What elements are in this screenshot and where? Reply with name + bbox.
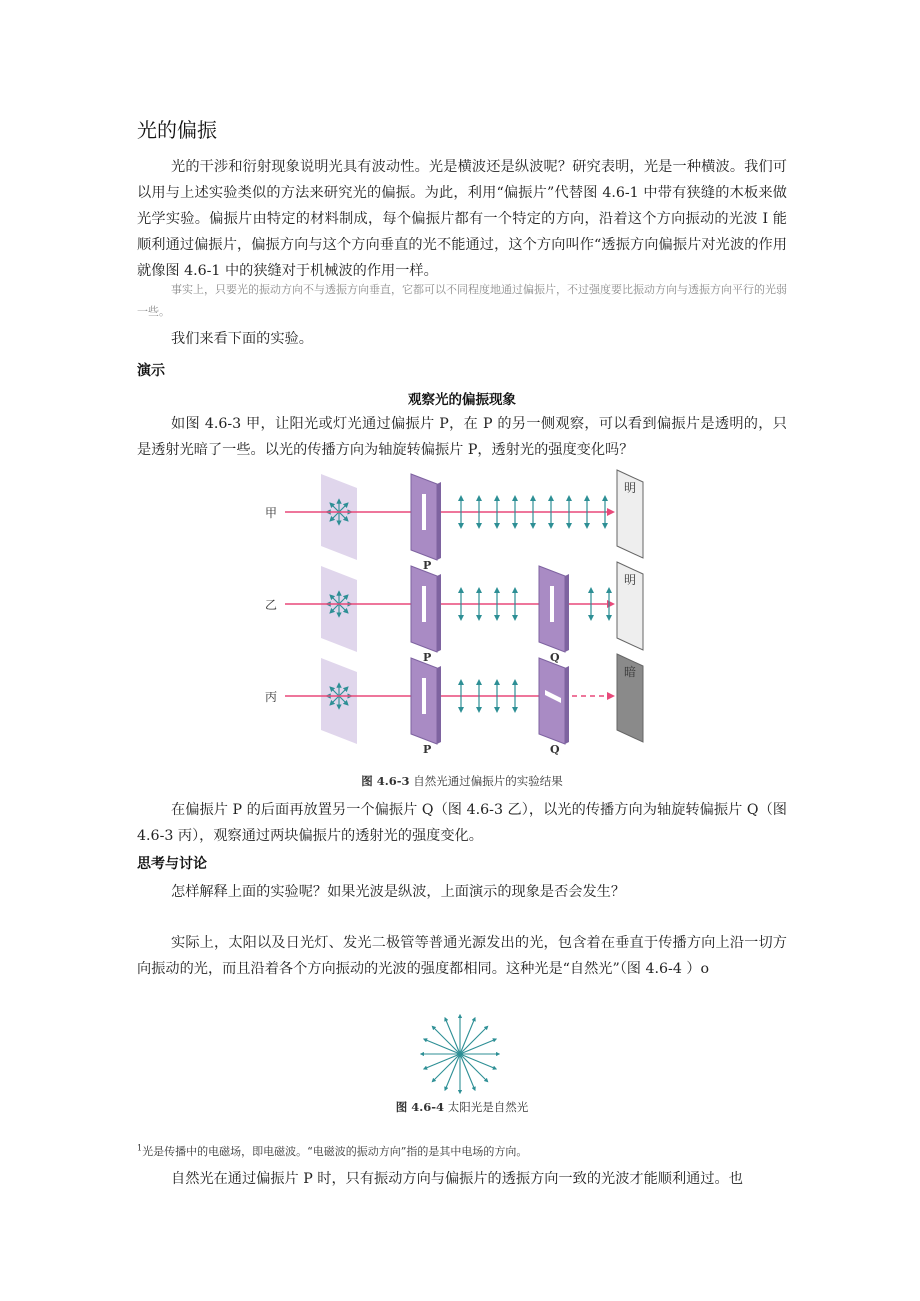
footnote-mark: 1 — [137, 1143, 143, 1153]
caption-number: 图 4.6-4 — [395, 1100, 445, 1114]
polarizer-edge — [437, 482, 441, 560]
demo-title: 观察光的偏振现象 — [408, 392, 516, 408]
paragraph-discussion: 怎样解释上面的实验呢？如果光波是纵波，上面演示的现象是否会发生？ — [171, 884, 626, 900]
beam-arrowhead — [607, 600, 615, 608]
polarizer-edge — [437, 666, 441, 744]
screen-brightness-label: 暗 — [624, 665, 637, 679]
row-label: 乙 — [265, 598, 278, 612]
row-label: 丙 — [265, 690, 278, 704]
footnote — [137, 1143, 527, 1159]
paragraph-q: 在偏振片 P 的后面再放置另一个偏振片 Q（图 4.6-3 乙），以光的传播方向为轴旋转偏振片 Q（图 4.6-3 丙），观察通过两块偏振片的透射光的强度变化。 — [137, 802, 787, 844]
caption-number: 图 4.6-3 — [361, 774, 410, 788]
slit — [550, 586, 554, 622]
side-note: 事实上，只要光的振动方向不与透振方向垂直，它都可以不同程度地通过偏振片，不过强度要比振动方向与透振方向平行的光弱一些。 — [137, 283, 787, 318]
caption-text: 自然光通过偏振片的实验结果 — [413, 774, 563, 788]
caption-text: 太阳光是自然光 — [447, 1100, 529, 1114]
paragraph-lead: 我们来看下面的实验。 — [171, 331, 313, 347]
polarizer-q — [539, 658, 569, 744]
slit — [422, 494, 426, 530]
natural-light-figure — [415, 1012, 505, 1096]
polarizer-plate — [539, 658, 565, 744]
polarizer-p — [411, 566, 441, 652]
polarizer-p — [411, 658, 441, 744]
figure-caption-4-6-3 — [137, 773, 787, 789]
screen-brightness-label: 明 — [624, 573, 637, 587]
polarizer-p — [411, 474, 441, 560]
slit — [422, 586, 426, 622]
row-label: 甲 — [265, 506, 278, 520]
polarizer-edge — [565, 574, 569, 652]
polarizer-q-label: Q — [550, 651, 560, 664]
paragraph-demo: 如图 4.6-3 甲，让阳光或灯光通过偏振片 P，在 P 的另一侧观察，可以看到偏振片是透明的，只是透射光暗了一些。以光的传播方向为轴旋转偏振片 P，透射光的强度变化吗？ — [137, 416, 787, 458]
paragraph-intro: 光的干涉和衍射现象说明光具有波动性。光是横波还是纵波呢？研究表明，光是一种横波。我们可以用与上述实验类似的方法来研究光的偏振。为此，利用“偏振片”代替图 4.6-1 中带有狭缝的木板来做光学实验。偏振片由特定的材料制成，每个偏振片都有一个特定的方向，沿着这个方向振动的光波 I 能顺利通过偏振片，偏振方向与这个方向垂直的光不能通过，这个方向叫作“透振方向偏振片对光波的作用就像图 4.6-1 中的狭缝对于机械波的作用一样。 — [137, 159, 787, 279]
paragraph-natural-light: 实际上，太阳以及日光灯、发光二极管等普通光源发出的光，包含着在垂直于传播方向上沿一切方向振动的光，而且沿着各个方向振动的光波的强度都相同。这种光是“自然光”（图 4.6-4 ）o — [137, 935, 787, 977]
footnote-text: 光是传播中的电磁场，即电磁波。“电磁波的振动方向”指的是其中电场的方向。 — [142, 1145, 528, 1158]
slit — [422, 678, 426, 714]
polarization-experiment-figure — [255, 465, 675, 765]
polarizer-q — [539, 566, 569, 652]
experiment-row — [265, 470, 643, 572]
screen-brightness-label: 明 — [624, 481, 637, 495]
experiment-row — [265, 654, 643, 756]
beam-arrowhead — [607, 508, 615, 516]
experiment-row — [265, 562, 643, 664]
section-title: 光的偏振 — [137, 118, 217, 142]
beam-arrowhead — [607, 692, 615, 700]
discussion-heading: 思考与讨论 — [137, 856, 207, 872]
figure-caption-4-6-4 — [137, 1099, 787, 1115]
polarizer-edge — [437, 574, 441, 652]
polarizer-p-label: P — [423, 651, 432, 664]
polarizer-q-label: Q — [550, 743, 560, 756]
polarizer-p-label: P — [423, 743, 432, 756]
paragraph-continue: 自然光在通过偏振片 P 时，只有振动方向与偏振片的透振方向一致的光波才能顺利通过。也 — [171, 1171, 743, 1187]
demo-heading: 演示 — [137, 363, 165, 379]
polarizer-edge — [565, 666, 569, 744]
polarizer-p-label: P — [423, 559, 432, 572]
